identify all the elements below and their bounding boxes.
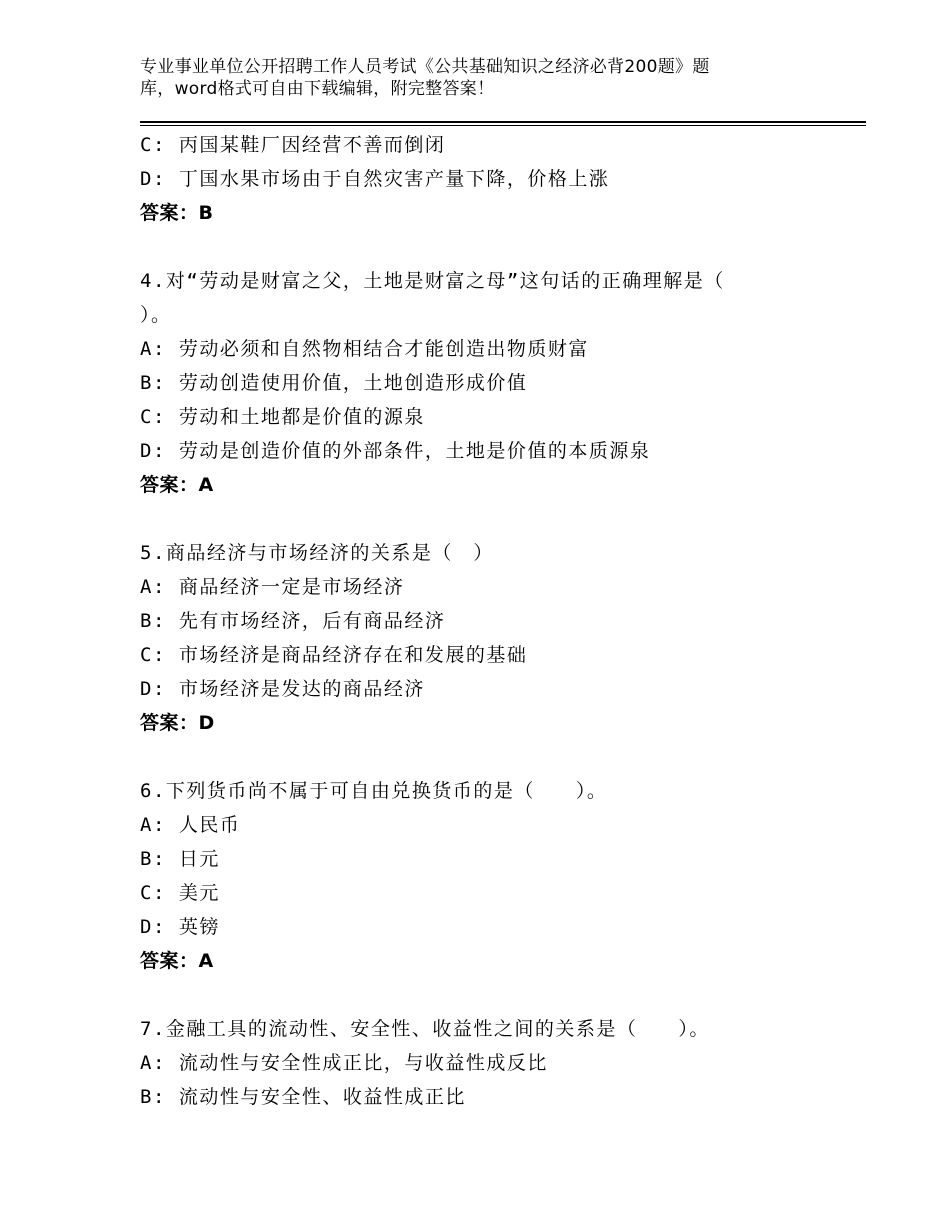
question-7 [140,1012,840,1114]
question-stem: 6.下列货币尚不属于可自由兑换货币的是（ ）。 [140,780,608,802]
option-a: A: 人民币 [140,814,241,836]
document-body [140,128,840,1114]
answer: 答案：A [140,474,214,496]
option-b: B: 劳动创造使用价值，土地创造形成价值 [140,372,528,394]
answer: 答案：A [140,950,214,972]
header-line-2: 库，word格式可自由下载编辑，附完整答案！ [140,79,495,99]
spacer [140,230,840,264]
option-b: B: 先有市场经济，后有商品经济 [140,610,446,632]
option-c: C: 劳动和土地都是价值的源泉 [140,406,425,428]
question-stem-continued: ）。 [140,304,172,326]
option-c: C: 丙国某鞋厂因经营不善而倒闭 [140,134,446,156]
question-stem: 5.商品经济与市场经济的关系是（ ） [140,542,494,564]
option-d: D: 英镑 [140,916,220,938]
question-3 [140,128,840,230]
option-d: D: 丁国水果市场由于自然灾害产量下降，价格上涨 [140,168,610,190]
option-b: B: 流动性与安全性、收益性成正比 [140,1086,466,1108]
question-5 [140,536,840,740]
spacer [140,502,840,536]
option-c: C: 市场经济是商品经济存在和发展的基础 [140,644,528,666]
question-6 [140,774,840,978]
header-line-1: 专业事业单位公开招聘工作人员考试《公共基础知识之经济必背200题》题 [140,57,710,77]
option-d: D: 劳动是创造价值的外部条件，土地是价值的本质源泉 [140,440,651,462]
header-divider [140,121,866,126]
question-stem: 7.金融工具的流动性、安全性、收益性之间的关系是（ ）。 [140,1018,710,1040]
option-a: A: 流动性与安全性成正比，与收益性成反比 [140,1052,548,1074]
option-a: A: 劳动必须和自然物相结合才能创造出物质财富 [140,338,589,360]
answer: 答案：D [140,712,215,734]
option-c: C: 美元 [140,882,220,904]
option-b: B: 日元 [140,848,220,870]
spacer [140,740,840,774]
option-d: D: 市场经济是发达的商品经济 [140,678,425,700]
question-4 [140,264,840,502]
document-header [140,56,780,100]
answer: 答案：B [140,202,214,224]
question-stem: 4.对“劳动是财富之父，土地是财富之母”这句话的正确理解是（ [140,270,725,292]
spacer [140,978,840,1012]
option-a: A: 商品经济一定是市场经济 [140,576,405,598]
